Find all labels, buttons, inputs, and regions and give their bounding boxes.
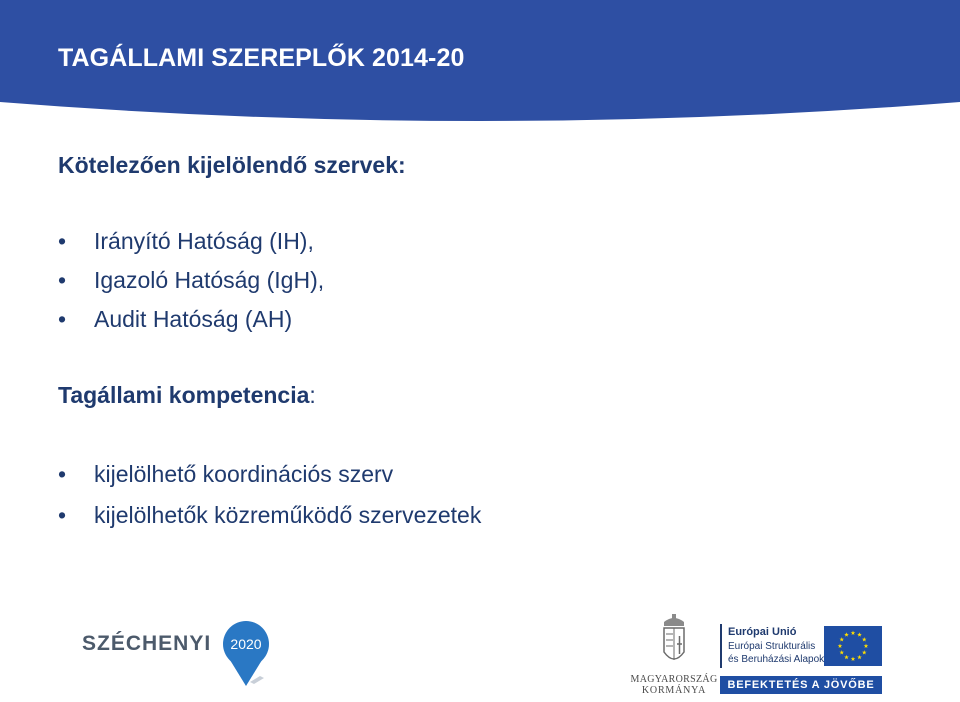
eu-funds-line2: és Beruházási Alapok xyxy=(728,654,825,665)
eu-flag-icon xyxy=(824,626,882,666)
hungarian-government-logo xyxy=(628,614,720,698)
szechenyi-logo-year: 2020 xyxy=(230,636,262,652)
eu-logo-divider xyxy=(720,624,722,668)
location-pin-icon xyxy=(220,620,276,690)
eu-star-icon xyxy=(857,655,862,659)
bullet-icon: • xyxy=(58,461,67,487)
eu-name: Európai Unió xyxy=(728,626,797,638)
list-item-text: Irányító Hatóság (IH), xyxy=(94,228,314,254)
eu-star-icon xyxy=(862,650,867,654)
list-item xyxy=(58,300,324,339)
section2-heading-text: Tagállami kompetencia xyxy=(58,382,310,408)
eu-funds-line1: Európai Strukturális xyxy=(728,641,816,652)
section1-heading: Kötelezően kijelölendő szervek: xyxy=(58,152,406,178)
government-logo-line1: MAGYARORSZÁG xyxy=(630,674,718,685)
coat-of-arms-icon xyxy=(658,614,690,670)
bullet-icon: • xyxy=(58,267,67,293)
eu-star-icon xyxy=(857,632,862,636)
government-logo-line2: KORMÁNYA xyxy=(641,685,707,696)
eu-star-icon xyxy=(844,655,849,659)
section2-list xyxy=(58,454,481,536)
list-item-text: Igazoló Hatóság (IgH), xyxy=(94,267,325,293)
eu-star-icon xyxy=(864,644,869,648)
page-title: TAGÁLLAMI SZEREPLŐK 2014-20 xyxy=(58,44,465,72)
list-item xyxy=(58,495,481,536)
eu-star-icon xyxy=(851,657,856,661)
bullet-icon: • xyxy=(58,228,67,254)
szechenyi-logo-text: SZÉCHENYI xyxy=(82,632,212,655)
szechenyi-2020-logo xyxy=(82,620,272,690)
eu-star-icon xyxy=(839,650,844,654)
eu-star-icon xyxy=(844,632,849,636)
section1-list xyxy=(58,222,324,339)
eu-star-icon xyxy=(838,644,843,648)
section2-heading xyxy=(58,382,316,409)
eu-slogan-banner: BEFEKTETÉS A JÖVŐBE xyxy=(720,676,882,694)
section2-heading-suffix: : xyxy=(309,382,316,408)
list-item xyxy=(58,454,481,495)
eu-funds-logo xyxy=(720,624,882,696)
list-item xyxy=(58,261,324,300)
eu-star-icon xyxy=(851,631,856,635)
list-item-text: kijelölhető koordinációs szerv xyxy=(94,461,394,487)
list-item xyxy=(58,222,324,261)
list-item-text: kijelölhetők közreműködő szervezetek xyxy=(94,502,482,528)
bullet-icon: • xyxy=(58,502,67,528)
header-banner xyxy=(0,0,960,132)
list-item-text: Audit Hatóság (AH) xyxy=(94,306,293,332)
eu-star-icon xyxy=(839,637,844,641)
bullet-icon: • xyxy=(58,306,67,332)
eu-star-icon xyxy=(862,637,867,641)
